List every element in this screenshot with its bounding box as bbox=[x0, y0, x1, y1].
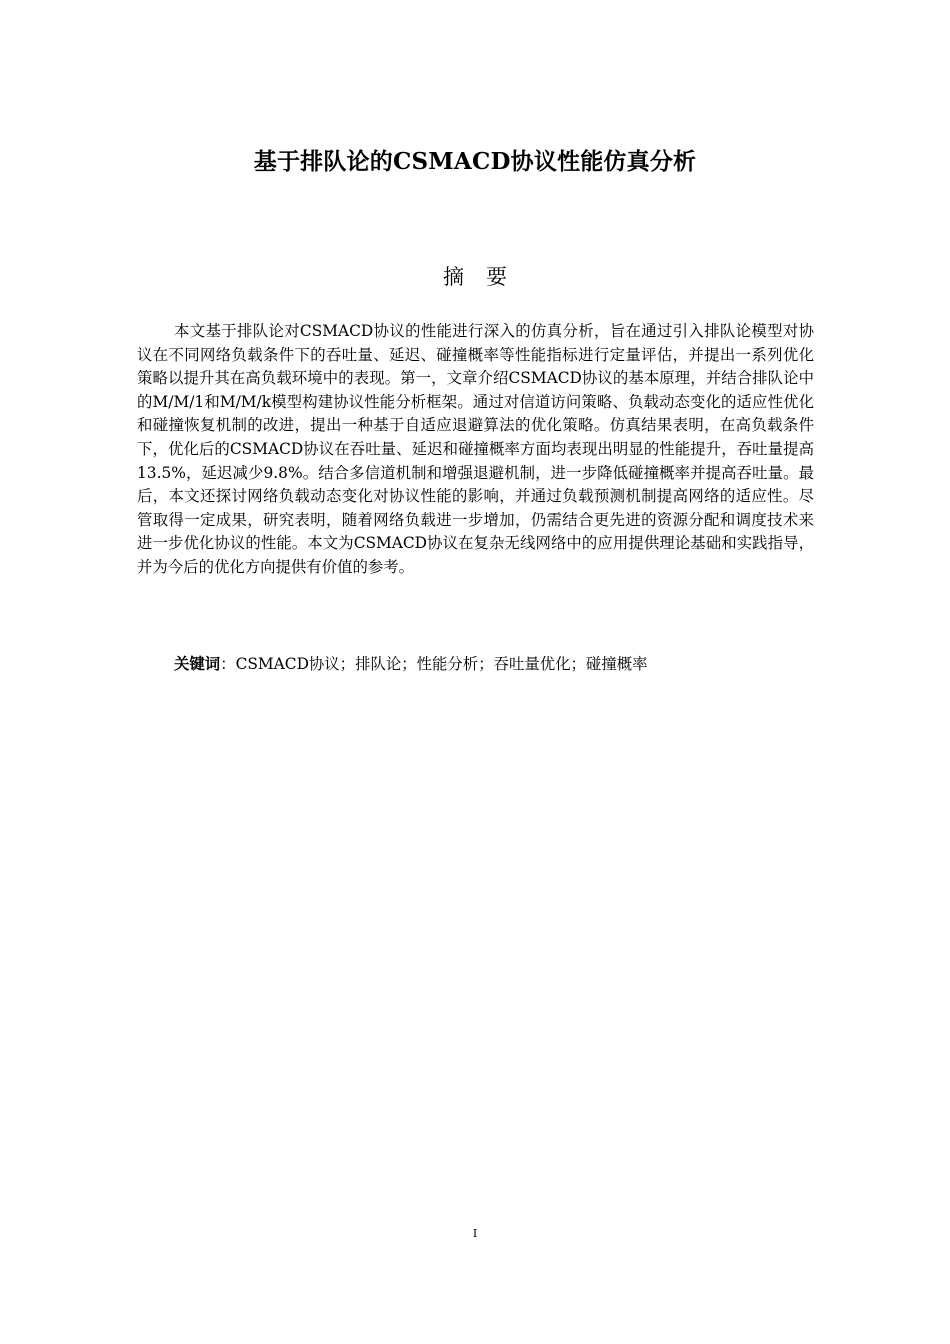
document-title: 基于排队论的CSMACD协议性能仿真分析 bbox=[253, 148, 697, 175]
keywords-label: 关键词 bbox=[174, 655, 221, 673]
abstract-body: 本文基于排队论对CSMACD协议的性能进行深入的仿真分析，旨在通过引入排队论模型对协议在不同网络负载条件下的吞吐量、延迟、碰撞概率等性能指标进行定量评估，并提出一系列优化策略以提升其在高负载环境中的表现。第一，文章介绍CSMACD协议的基本原理，并结合排队论中的M/M/1和M/M/k模型构建协议性能分析框架。通过对信道访问策略、负载动态变化的适应性优化和碰撞恢复机制的改进，提出一种基于自适应退避算法的优化策略。仿真结果表明，在高负载条件下，优化后的CSMACD协议在吞吐量、延迟和碰撞概率方面均表现出明显的性能提升，吞吐量提高13.5%，延迟减少9.8%。结合多信道机制和增强退避机制，进一步降低碰撞概率并提高吞吐量。最后，本文还探讨网络负载动态变化对协议性能的影响，并通过负载预测机制提高网络的适应性。尽管取得一定成果，研究表明，随着网络负载进一步增加，仍需结合更先进的资源分配和调度技术来进一步优化协议的性能。本文为CSMACD协议在复杂无线网络中的应用提供理论基础和实践指导，并为今后的优化方向提供有价值的参考。 bbox=[137, 322, 814, 576]
page-number: I bbox=[472, 1227, 478, 1240]
keywords-line bbox=[174, 652, 814, 676]
abstract-heading: 摘要 bbox=[443, 265, 529, 289]
keywords-separator: ： bbox=[220, 655, 236, 673]
keywords-value: CSMACD协议；排队论；性能分析；吞吐量优化；碰撞概率 bbox=[235, 655, 648, 673]
